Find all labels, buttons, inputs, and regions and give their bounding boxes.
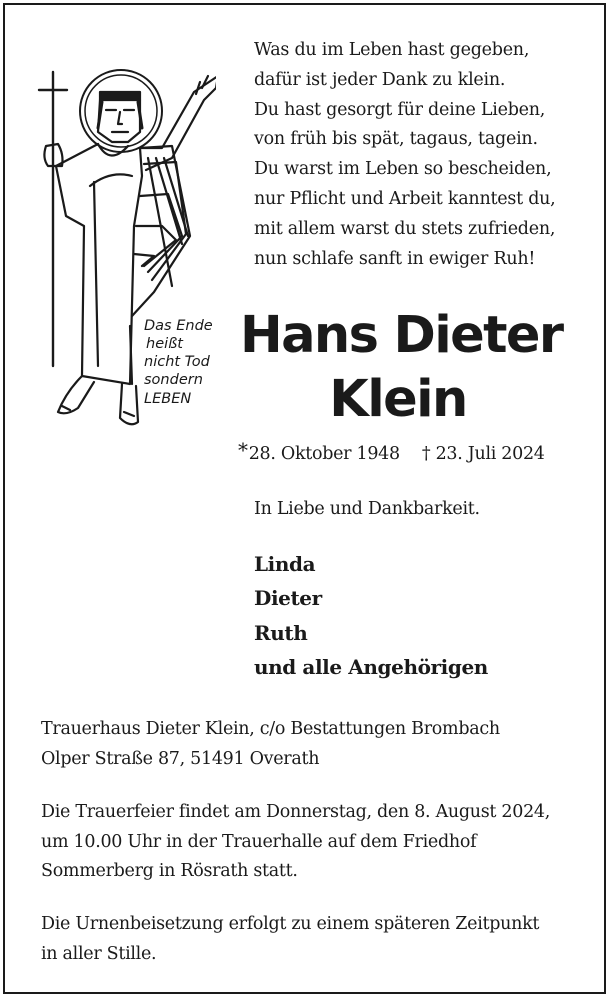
halo-shape [80,70,162,152]
burial-line: in aller Stille. [41,943,157,964]
address-line: Trauerhaus Dieter Klein, c/o Bestattungen Brombach [41,719,500,739]
service-line: Die Trauerfeier findet am Donnerstag, den 8. August 2024, [41,802,551,822]
inscription-line: nicht Tod [144,354,210,370]
family-member: Linda [254,552,316,576]
family-member: Ruth [254,620,308,645]
poem-line: Du warst im Leben so bescheiden, [254,159,552,180]
inscription [144,318,213,407]
service-line: um 10.00 Uhr in der Trauerhalle auf dem Friedhof [41,831,477,852]
funeral-service-info [41,798,550,887]
inscription-line: heißt [146,336,183,352]
head-shape [98,92,142,142]
family-member: Dieter [254,586,322,611]
poem-line: nun schlafe sanft in ewiger Ruh! [254,248,536,269]
name-line-1: Hans Dieter [240,306,563,365]
risen-christ-illustration [36,66,216,446]
life-dates [238,438,545,464]
halo-inner-shape [85,75,157,147]
service-line: Sommerberg in Rösrath statt. [41,861,298,881]
death-symbol: † [421,444,431,464]
poem-line: von früh bis spät, tagaus, tagein. [254,129,538,150]
poem-line: Was du im Leben hast gegeben, [254,40,530,60]
address-line: Olper Straße 87, 51491 Overath [41,748,320,769]
poem-line: nur Pflicht und Arbeit kanntest du, [254,188,556,209]
mourning-address [41,715,500,774]
poem-line: mit allem warst du stets zufrieden, [254,218,556,239]
birth-date: 28. Oktober 1948 [248,444,400,464]
inscription-line: Das Ende [144,318,213,334]
deceased-name [240,304,563,432]
raised-arm-shape [140,76,216,170]
robe-shape [56,144,142,384]
burial-info [41,910,539,969]
death-date: 23. Juli 2024 [435,444,545,464]
thanks-line: In Liebe und Dankbarkeit. [254,499,480,519]
burial-line: Die Urnenbeisetzung erfolgt zu einem späteren Zeitpunkt [41,914,540,934]
family-member: und alle Angehörigen [254,654,488,679]
inscription-line: sondern [144,372,203,388]
birth-symbol: * [238,438,248,462]
poem-line: Du hast gesorgt für deine Lieben, [254,99,546,120]
cross-staff-shape [39,72,67,366]
name-line-2: Klein [329,370,467,429]
poem [254,36,594,274]
inscription-line: LEBEN [144,391,192,407]
poem-line: dafür ist jeder Dank zu klein. [254,69,506,90]
family-list [254,547,488,684]
